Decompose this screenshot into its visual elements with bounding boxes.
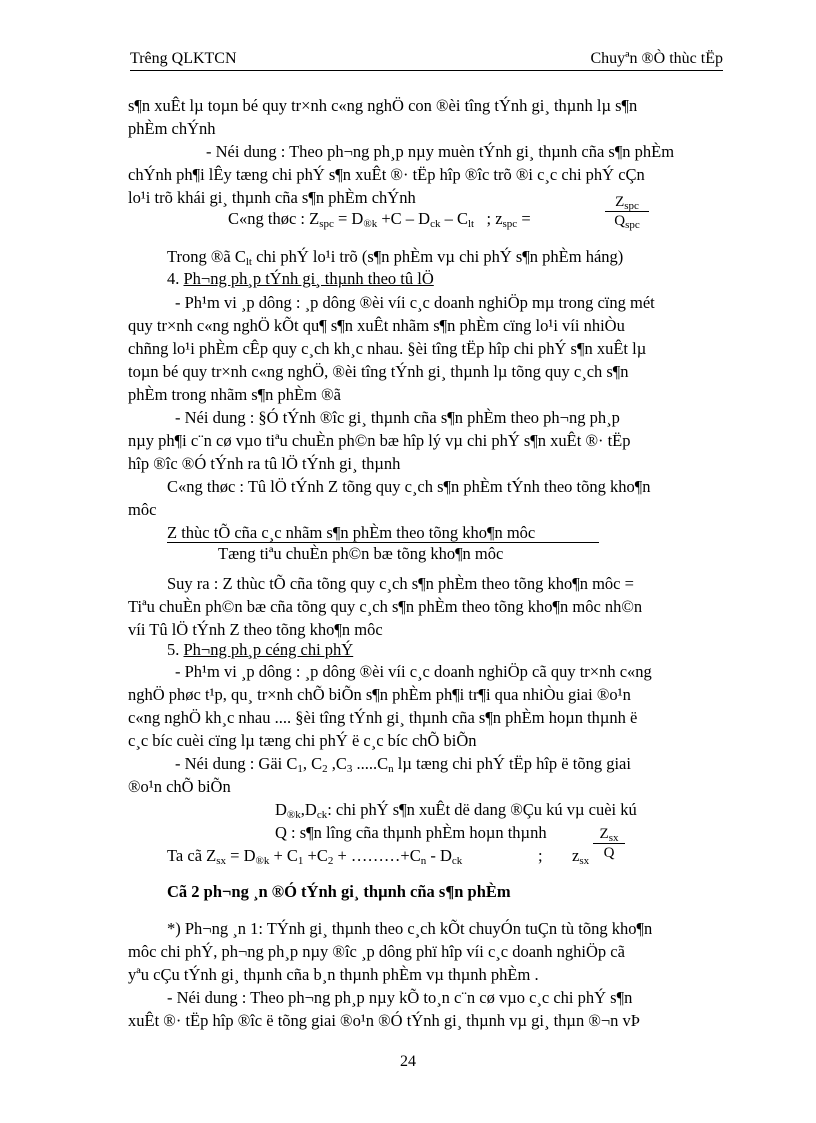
text-line: lo¹i trõ khái gi¸ thµnh cña s¶n phÈm chÝnh	[128, 188, 416, 207]
text-line: môc chi phÝ, ph¬ng ph¸p nµy ®îc ¸p dông phï hîp víi c¸c doanh nghiÖp cã	[128, 942, 625, 961]
text-line: phÈm trong nhãm s¶n phÈm ®ã	[128, 385, 341, 404]
header-left: Trêng QLKTCN	[130, 50, 237, 67]
text-line: Q : s¶n lîng cña thµnh phÈm hoµn thµnh	[275, 823, 547, 842]
text-line: Tiªu chuÈn ph©n bæ cña tõng quy c¸ch s¶n phÈm theo tõng kho¶n môc nh©n	[128, 597, 643, 616]
formula-line-1: C«ng thøc : $Z_{spc} = D_{®k} +C - D_{ck} - C_{lt}$ ; $z_{spc}$ =	[228, 209, 531, 230]
formula-z: $z_{sx}$	[572, 846, 590, 867]
text-line: - Ph¹m vi ¸p dông : ¸p dông ®èi víi c¸c doanh nghiÖp cã quy tr×nh c«ng	[175, 662, 652, 681]
text-line: - Néi dung : Theo ph¬ng ph¸p nµy kÕ to¸n c¨n cø vµo c¸c chi phÝ s¶n	[167, 988, 633, 1007]
text-line: toµn bé quy tr×nh c«ng nghÖ, ®èi tîng tÝnh gi¸ thµnh lµ tõng quy c¸ch s¶n	[128, 362, 629, 381]
text-line: quy tr×nh c«ng nghÖ kÕt qu¶ s¶n xuÊt nhãm s¶n phÈm cïng lo¹i víi nhiÒu	[128, 316, 625, 335]
formula-line-3: Ta cã $Z_{sx} = D_{®k} + C_1 +C_2$ + $\dots\dots\dots+C_n - D_{ck}$	[167, 846, 463, 867]
text-line: c¸c bíc cuèi cïng lµ tæng chi phÝ ë c¸c bíc chÕ biÕn	[128, 731, 477, 750]
text-line: C«ng thøc : Tû lÖ tÝnh Z tõng quy c¸ch s¶n phÈm tÝnh theo tõng kho¶n	[167, 477, 651, 496]
text-line: víi Tû lÖ tÝnh Z theo tõng kho¶n môc	[128, 620, 383, 639]
text-line: *) Ph¬ng ¸n 1: TÝnh gi¸ thµnh theo c¸ch kÕt chuyÓn tuÇn tù tõng kho¶n	[167, 919, 653, 938]
fraction-numerator: Z thùc tÕ cña c¸c nhãm s¶n phÈm theo tõng kho¶n môc	[167, 523, 536, 542]
text-line: môc	[128, 500, 157, 519]
heading-method-4: 4. Ph¬ng ph¸p tÝnh gi¸ thµnh theo tû lÖ	[167, 269, 434, 288]
fraction-denominator: Tæng tiªu chuÈn ph©n bæ tõng kho¶n môc	[218, 544, 504, 563]
text-line: s¶n xuÊt lµ toµn bé quy tr×nh c«ng nghÖ con ®èi tîng tÝnh gi¸ thµnh lµ s¶n	[128, 96, 638, 115]
text-line: - Néi dung : Theo ph¬ng ph¸p nµy muèn tÝnh gi¸ thµnh cña s¶n phÈm	[206, 142, 675, 161]
formula-separator: ;	[538, 846, 543, 865]
text-line: hîp ®îc ®Ó tÝnh ra tû lÖ tÝnh gi¸ thµnh	[128, 454, 401, 473]
text-line: nghÖ phøc t¹p, qu¸ tr×nh chÕ biÕn s¶n phÈm ph¶i tr¶i qua nhiÒu giai ®o¹n	[128, 685, 631, 704]
text-line: chÝnh ph¶i lÊy tæng chi phÝ s¶n xuÊt ®· tËp hîp ®îc trõ ®i c¸c chi phÝ cÇn	[128, 165, 645, 184]
formula-fraction-3: $Z_{sx}$ Q	[593, 826, 625, 861]
text-line: chñng lo¹i phÈm cÊp quy c¸ch kh¸c nhau. §èi tîng tËp hîp chi phÝ s¶n xuÊt lµ	[128, 339, 647, 358]
text-line: - Ph¹m vi ¸p dông : ¸p dông ®èi víi c¸c doanh nghiÖp mµ trong cïng mét	[175, 293, 655, 312]
page-number: 24	[400, 1053, 416, 1070]
text-line: phÈm chÝnh	[128, 119, 216, 138]
text-line: Trong ®ã $C_{lt}$ chi phÝ lo¹i trõ (s¶n phÈm vµ chi phÝ s¶n phÈm háng)	[167, 247, 624, 268]
header-rule	[130, 70, 723, 71]
text-line: - Néi dung : §Ó tÝnh ®îc gi¸ thµnh cña s¶n phÈm theo ph¬ng ph¸p	[175, 408, 620, 427]
text-line: Suy ra : Z thùc tÕ cña tõng quy c¸ch s¶n phÈm theo tõng kho¶n môc =	[167, 574, 634, 593]
header-right: Chuyªn ®Ò thùc tËp	[590, 50, 723, 67]
text-line: yªu cÇu tÝnh gi¸ thµnh cña b¸n thµnh phÈm vµ thµnh phÈm .	[128, 965, 539, 984]
text-line: nµy ph¶i c¨n cø vµo tiªu chuÈn ph©n bæ hîp lý vµ chi phÝ s¶n xuÊt ®· tËp	[128, 431, 631, 450]
text-line: c«ng nghÖ kh¸c nhau .... §èi tîng tÝnh gi¸ thµnh cña s¶n phÈm hoµn thµnh ë	[128, 708, 638, 727]
formula-fraction-1: $Z_{spc}$ $Q_{spc}$	[605, 194, 649, 229]
heading-method-5: 5. Ph¬ng ph¸p céng chi phÝ	[167, 640, 354, 659]
text-line: $D_{®k},D_{ck}$: chi phÝ s¶n xuÊt dë dang ®Çu kú vµ cuèi kú	[275, 800, 637, 821]
text-line: - Néi dung : Gäi $C_1$, $C_2$ $,C_3$ $.....C_n$ lµ tæng chi phÝ tËp hîp ë tõng giai	[175, 754, 631, 775]
section-heading: Cã 2 ph¬ng ¸n ®Ó tÝnh gi¸ thµnh cña s¶n phÈm	[167, 882, 511, 901]
text-line: ®o¹n chÕ biÕn	[128, 777, 231, 796]
text-line: xuÊt ®· tËp hîp ®îc ë tõng giai ®o¹n ®Ó tÝnh gi¸ thµnh vµ gi¸ thµn ®¬n vÞ	[128, 1011, 640, 1030]
